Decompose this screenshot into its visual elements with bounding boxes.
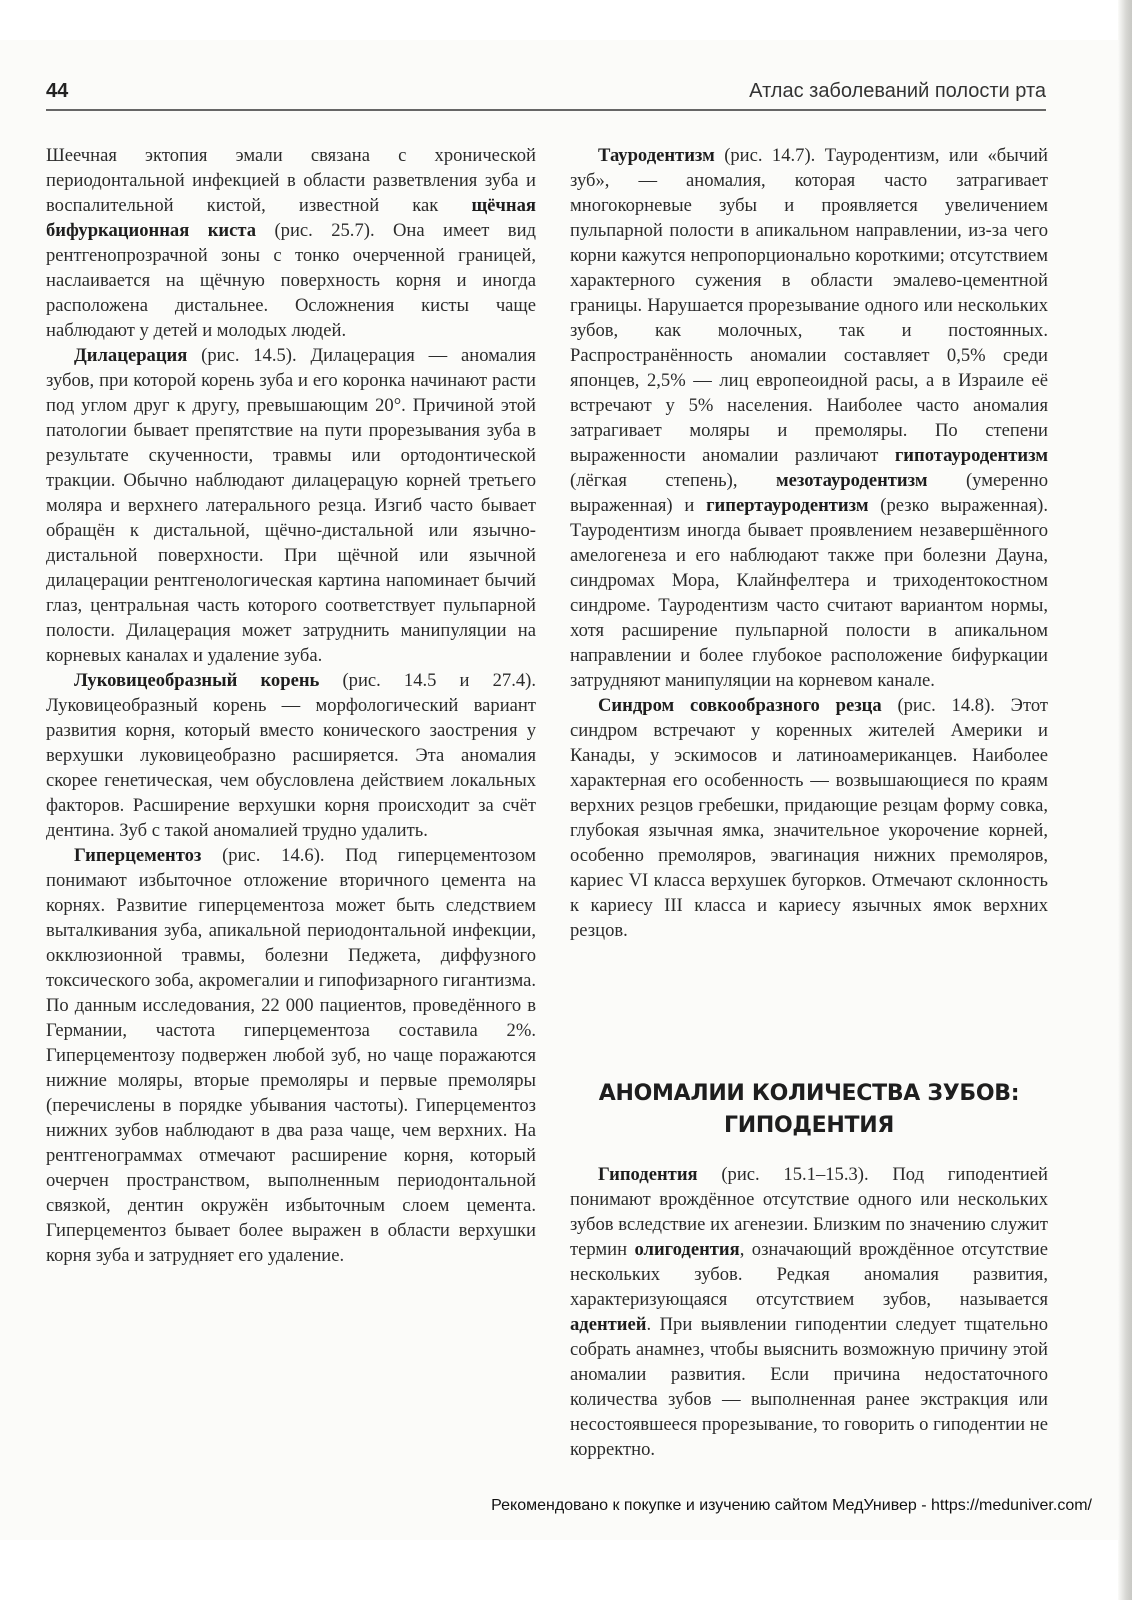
term-hypertaurodontism: гипертауродентизм [706,495,869,516]
term-buccal-bifurcation-cyst: щёчная бифуркационная киста [46,195,536,241]
term-taurodontism: Тауродентизм [598,145,715,166]
term-bulbous-root: Луковицеобразный корень [74,670,320,691]
term-mesotaurodontism: мезотауродентизм [775,470,928,491]
paragraph-text: (рис. 14.7). Тауродентизм, или «бычий зуб», — аномалия, которая часто затрагивает многокорневые зубы и проявляется увеличением пульпарной полости в апикальном направлении, из-за чего корни кажутся непропорционально короткими; отсутствием характерного сужения в области эмалево-цементной границы. Нарушается прорезывание одного или нескольких зубов, как молочных, так и постоянных. Распространённость аномалии составляет 0,5% среди японцев, 2,5% — лиц европеоидной расы, а в Израиле её встречают у 5% населения. Наиболее часто аномалия затрагивает моляры и премоляры. По степени выраженности аномалии различают [570,145,1048,466]
section-heading-line: АНОМАЛИИ КОЛИЧЕСТВА ЗУБОВ: [598,1081,1020,1106]
term-anodontia: адентией [570,1314,647,1335]
paragraph-text: , означающий врождённое отсутствие нескольких зубов. Редкая аномалия развития, характеризующаяся отсутствием зубов, называется [570,1239,1048,1310]
paragraph-hypodontia [570,1162,1048,1462]
paragraph-text: (рис. 14.6). Под гиперцементозом понимают избыточное отложение вторичного цемента на корнях. Развитие гиперцементоза может быть следствием выталкивания зуба, апикальной периодонтальной инфекции, окклюзионной травмы, болезни Педжета, диффузного токсического зоба, акромегалии и гипофизарного гигантизма. По данным исследования, 22 000 пациентов, проведённого в Германии, частота гиперцементоза составила 2%. Гиперцементозу подвержен любой зуб, но чаще поражаются нижние моляры, вторые премоляры и первые премоляры (перечислены в порядке убывания частоты). Гиперцементоз нижних зубов наблюдают в два раза чаще, чем верхних. На рентгенограммах отмечают расширение корня, который очерчен пространством, выполненным периодонтальной связкой, дентин окружён избыточным слоем цемента. Гиперцементоз бывает более выражен в области верхушки корня зуба и затрудняет его удаление. [46,845,536,1266]
paragraph-text: (рис. 15.1–15.3). Под гиподентией понимают врождённое отсутствие одного или нескольких зубов вследствие их агенезии. Близким по значению служит термин [570,1164,1048,1260]
section-heading [570,1078,1048,1142]
paragraph-text: Шеечная эктопия эмали связана с хронической периодонтальной инфекцией в области разветвления зуба и воспалительной кистой, известной как [46,145,536,216]
footer-watermark-text: Рекомендовано к покупке и изучению сайтом МедУнивер - https://meduniver.com/ [491,1497,1092,1514]
term-shovel-incisor-syndrome: Синдром совкообразного резца [598,695,882,716]
header-rule [46,109,1046,111]
running-title: Атлас заболеваний полости рта [749,80,1046,102]
page-header [46,80,1046,110]
paragraph-text: . При выявлении гиподентии следует тщательно собрать анамнез, чтобы выяснить возможную причину этой аномалии развития. Если причина недостаточного количества зубов — выполненная ранее экстракция или несостоявшееся прорезывание, то говорить о гиподентии не корректно. [570,1314,1048,1460]
paragraph-text: (рис. 25.7). Она имеет вид рентгенопрозрачной зоны с тонко очерченной границей, наслаивается на щёчную поверхность корня и иногда расположена дистальнее. Осложнения кисты чаще наблюдают у детей и молодых людей. [46,220,536,341]
paragraph-taurodontism [570,143,1048,693]
left-column [46,143,536,1268]
section-heading-line: ГИПОДЕНТИЯ [724,1113,894,1138]
term-hypodontia: Гиподентия [598,1164,698,1185]
page-edge-shadow [1118,0,1132,1600]
paragraph-text: (умеренно выраженная) и [570,470,1048,516]
paragraph-hypercementosis [46,843,536,1268]
page-number: 44 [46,80,69,102]
paragraph-text: (рис. 14.8). Этот синдром встречают у коренных жителей Америки и Канады, у эскимосов и латиноамериканцев. Наиболее характерная его особенность — возвышающиеся по краям верхних резцов гребешки, придающие резцам форму совка, глубокая язычная ямка, значительное укорочение корней, особенно премоляров, эвагинация нижних премоляров, кариес VI класса верхушек бугорков. Отмечают склонность к кариесу III класса и кариесу язычных ямок верхних резцов. [570,695,1049,941]
right-column [570,143,1048,943]
paragraph-text: (рис. 14.5 и 27.4). Луковицеобразный корень — морфологический вариант развития корня, который вместо конического заострения у верхушки луковицеобразно расширяется. Эта аномалия скорее генетическая, чем обусловлена действием локальных факторов. Расширение верхушки корня происходит за счёт дентина. Зуб с такой аномалией трудно удалить. [46,670,536,841]
paragraph-text: (резко выраженная). Тауродентизм иногда бывает проявлением незавершённого амелогенеза и его наблюдают также при болезни Дауна, синдромах Мора, Клайнфелтера и триходентокостном синдроме. Тауродентизм часто считают вариантом нормы, хотя расширение пульпарной полости в апикальном направлении и более глубокое расположение бифуркации затрудняют манипуляции на корневом канале. [570,495,1048,691]
paragraph-text: (рис. 14.5). Дилацерация — аномалия зубов, при которой корень зуба и его коронка начинают расти под углом друг к другу, превышающим 20°. Причиной этой патологии бывает препятствие на пути прорезывания зуба в результате скученности, травмы или ортодонтической тракции. Обычно наблюдают дилацерацую корней третьего моляра и верхнего латерального резца. Изгиб часто бывает обращён к дистальной, щёчно-дистальной или язычно-дистальной поверхности. При щёчной или язычной дилацерации рентгенологическая картина напоминает бычий глаз, центральная часть которого соответствует пульпарной полости. Дилацерация может затруднить манипуляции на корневых каналах и удаление зуба. [46,345,536,666]
term-hypotaurodontism: гипотауродентизм [894,445,1048,466]
term-hypercementosis: Гиперцементоз [74,845,202,866]
right-column-lower [570,1162,1048,1462]
term-oligodontia: олигодентия [634,1239,740,1260]
term-dilaceration: Дилацерация [74,345,188,366]
paragraph-text: (лёгкая степень), [570,470,776,491]
paragraph-bulbous-root [46,668,536,843]
paragraph-dilaceration [46,343,536,668]
paragraph-ectopia [46,143,536,343]
paragraph-shovel-incisor [570,693,1048,943]
